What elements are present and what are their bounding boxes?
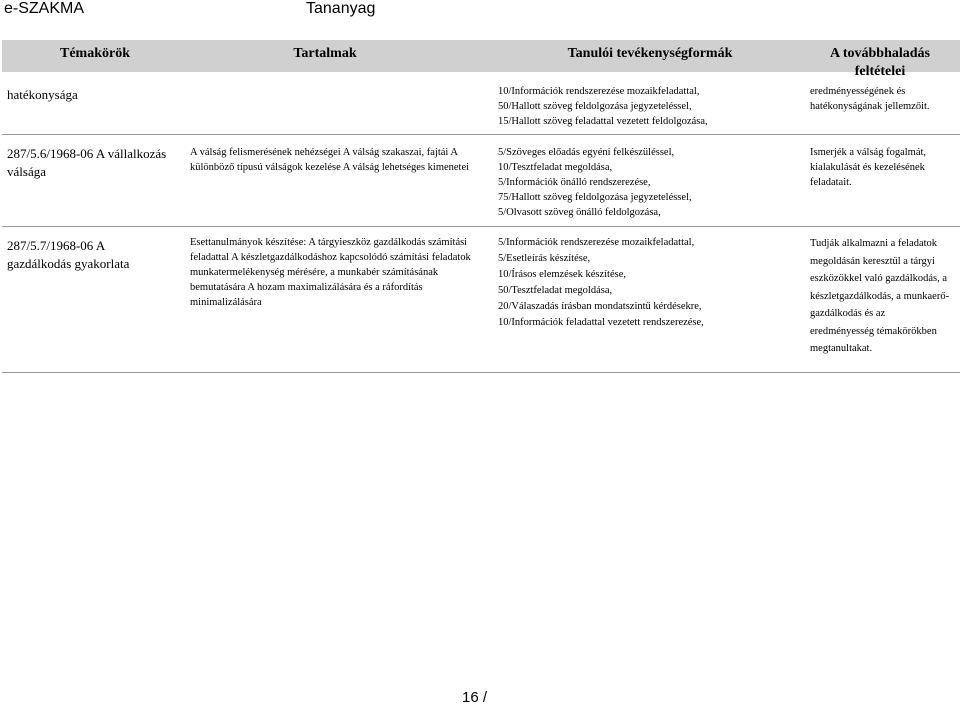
row2-content-line: munkatermelékenység mérésére, a munkabér számításának: [190, 267, 439, 278]
header-contents: Tartalmak: [293, 46, 357, 61]
row2-activity: 5/Esetleírás készítése,: [498, 253, 591, 264]
row2-activities: [498, 235, 704, 331]
row2-content-line: Esettanulmányok készítése: A tárgyieszköz gazdálkodás számítási: [190, 237, 468, 248]
row1-activity: 75/Hallott szöveg feldolgozása jegyzeteléssel,: [498, 192, 692, 203]
row0-activity: 10/Információk rendszerezése mozaikfeladattal,: [498, 86, 700, 97]
row2-content: [190, 235, 471, 310]
header-activities: Tanulói tevékenységformák: [567, 46, 733, 61]
row2-content-line: minimalizálására: [190, 297, 262, 308]
row1-condition: kialakulását és kezelésének: [810, 162, 925, 173]
header-conditions-line2: feltételei: [854, 64, 906, 79]
row1-condition: Ismerjék a válság fogalmát,: [810, 147, 927, 158]
row2-condition: Tudják alkalmazni a feladatok: [810, 238, 938, 249]
row1-condition: feladatait.: [810, 177, 852, 188]
row1-conditions: [810, 145, 926, 190]
row0-conditions: [810, 84, 930, 114]
row2-condition: készletgazdálkodás, a munkaerő-: [810, 290, 950, 302]
row1-activities: [498, 145, 692, 220]
row2-condition: megoldásán keresztül a tárgyi: [810, 255, 935, 267]
page-number: 16 /: [462, 689, 488, 706]
row2-topic: [7, 237, 129, 273]
header-topics: Témakörök: [60, 46, 130, 61]
row2-activity: 50/Tesztfeladat megoldása,: [498, 285, 613, 296]
row1-topic-line: válsága: [7, 164, 46, 179]
row1-activity: 5/Információk önálló rendszerezése,: [498, 177, 651, 188]
row-divider: [2, 226, 960, 227]
row1-topic: [7, 145, 166, 181]
row0-condition: hatékonyságának jellemzőit.: [810, 101, 930, 112]
row2-activity: 10/Írásos elemzések készítése,: [498, 269, 626, 280]
row1-topic-line: 287/5.6/1968-06 A vállalkozás: [7, 146, 167, 161]
row2-activity: 20/Válaszadás írásban mondatszintű kérdésekre,: [498, 301, 702, 312]
row1-activity: 5/Olvasott szöveg önálló feldolgozása,: [498, 207, 661, 218]
header-conditions-line1: A továbbhaladás: [830, 46, 930, 61]
row2-content-line: feladattal A készletgazdálkodáshoz kapcsolódó számítási feladatok: [190, 252, 471, 263]
row0-activity: 15/Hallott szöveg feladattal vezetett feldolgozása,: [498, 116, 708, 127]
row2-activity: 5/Információk rendszerezése mozaikfeladattal,: [498, 237, 695, 248]
brand-title: e-SZAKMA: [4, 0, 85, 17]
row-divider: [2, 134, 960, 135]
row0-activity: 50/Hallott szöveg feldolgozása jegyzeteléssel,: [498, 101, 692, 112]
row0-topic-line: hatékonysága: [7, 87, 78, 102]
row-divider: [2, 372, 960, 373]
row1-activity: 10/Tesztfeladat megoldása,: [498, 162, 613, 173]
section-title: Tananyag: [306, 0, 376, 17]
row2-content-line: bemutatására A hozam maximalizálására és a ráfordítás: [190, 282, 423, 293]
row2-topic-line: gazdálkodás gyakorlata: [7, 256, 130, 271]
row1-activity: 5/Szöveges előadás egyéni felkészüléssel,: [498, 147, 675, 158]
row2-topic-line: 287/5.7/1968-06 A: [7, 238, 106, 253]
row1-content: [190, 145, 469, 175]
row0-topic: [7, 86, 78, 104]
row2-condition: eszközökkel való gazdálkodás, a: [810, 273, 948, 284]
row2-conditions: [810, 235, 949, 358]
row2-condition: eredményesség témakörökben: [810, 325, 937, 337]
row2-activity: 10/Információk feladattal vezetett rendszerezése,: [498, 317, 704, 328]
row0-condition: eredményességének és: [810, 86, 906, 97]
row1-content-line: A válság felismerésének nehézségei A válság szakaszai, fajtái A: [190, 147, 458, 158]
row0-activities: [498, 84, 708, 129]
row2-condition: gazdálkodás és az: [810, 308, 886, 319]
row1-content-line: különböző típusú válságok kezelése A válság lehetséges kimenetei: [190, 162, 470, 173]
row2-condition: megtanultakat.: [810, 343, 873, 354]
